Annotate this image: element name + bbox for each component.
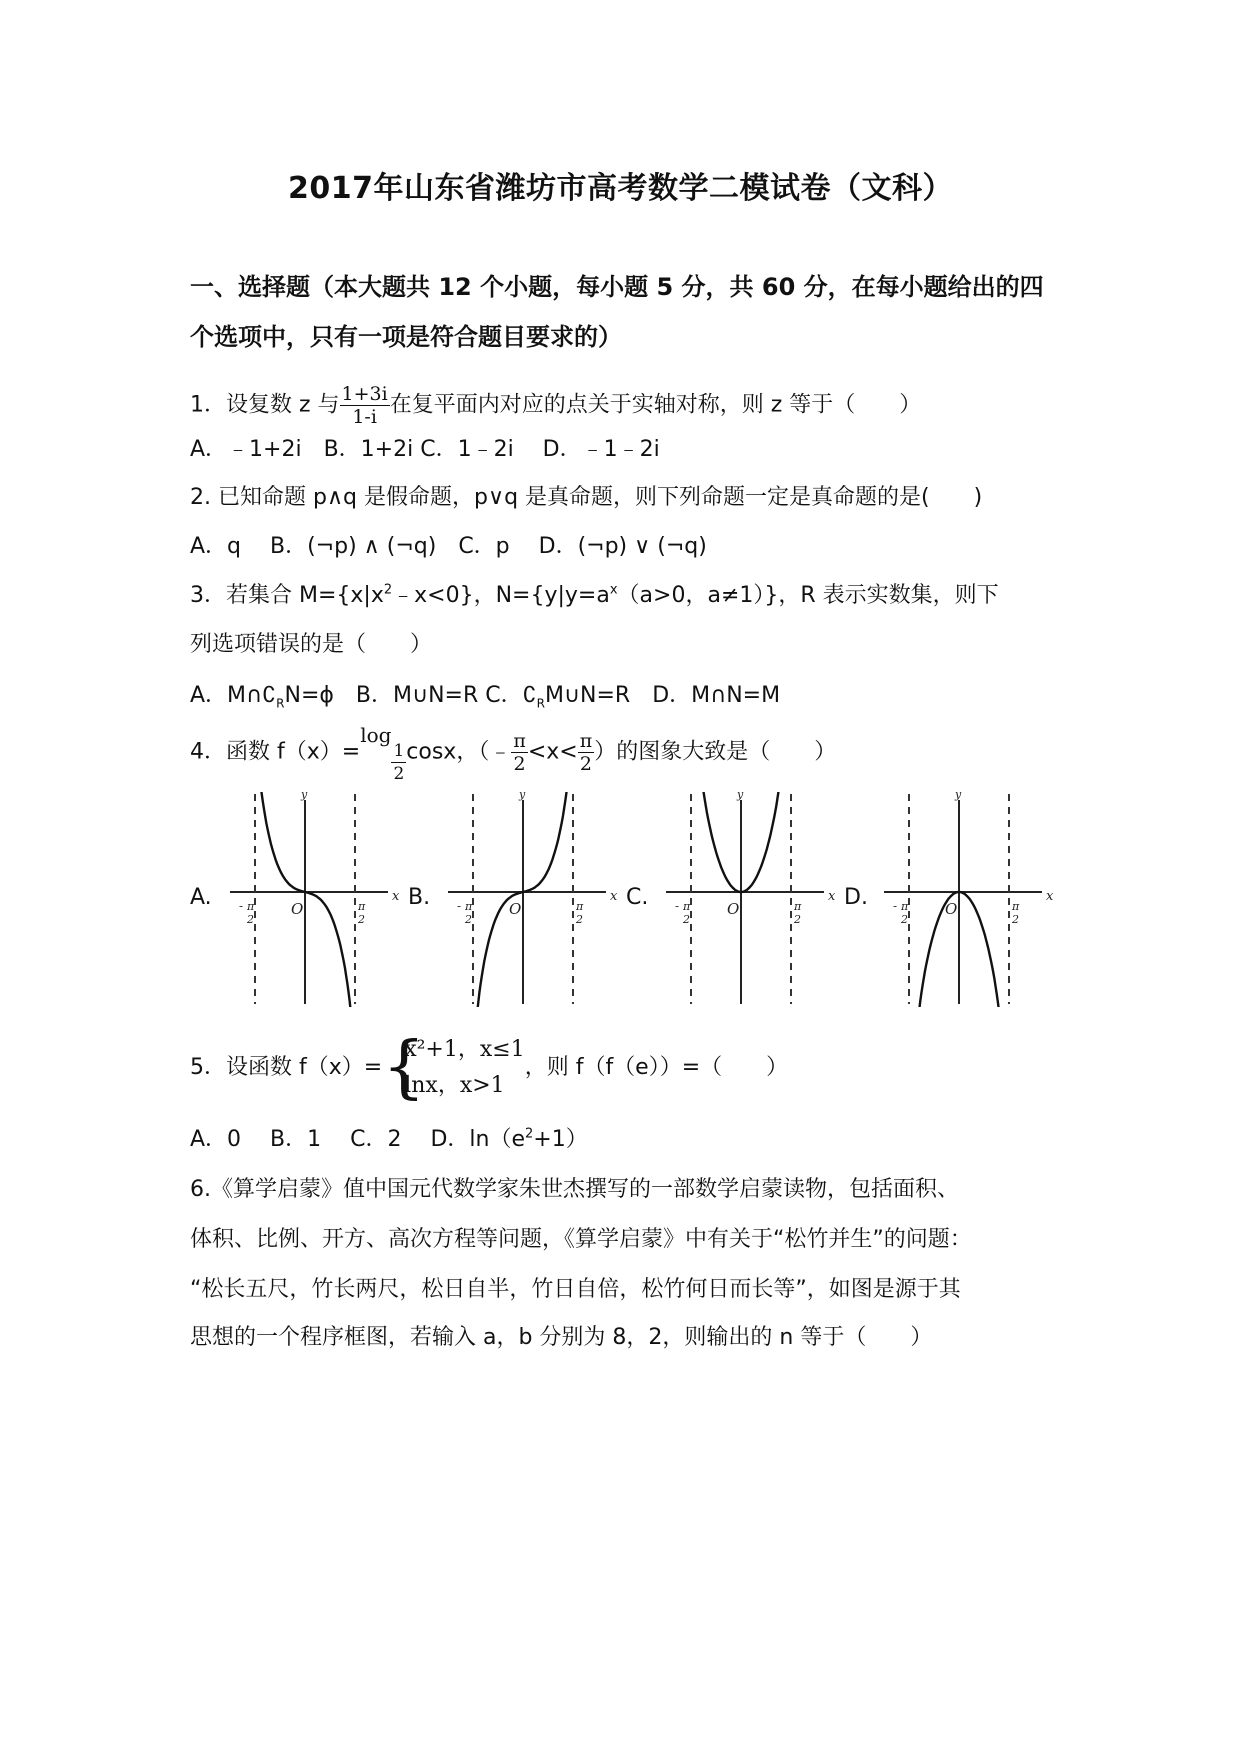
q3-stem-line2: 列选项错误的是（ ） (190, 632, 433, 657)
q4-mid: <x< (527, 739, 578, 765)
q5-piecewise (382, 1028, 525, 1107)
q4-base-num: 1 (393, 741, 405, 761)
q4-pi-2: π (579, 730, 593, 752)
origin-label: O (727, 900, 740, 918)
q4-two-2: 2 (579, 753, 593, 775)
q4-pre: 4．函数 f（x）= (190, 739, 361, 765)
q3-opt-a: A．M∩∁ (190, 683, 277, 708)
q4-log: log (360, 723, 392, 747)
q5-options-a: A．0 B．1 C．2 D．ln（e (190, 1127, 526, 1152)
q6-line3: “松长五尺，竹长两尺，松日自半，竹日自倍，松竹何日而长等”，如图是源于其 (190, 1277, 961, 1302)
question-1 (190, 383, 921, 428)
question-5 (190, 1028, 788, 1108)
tick-neg-pi: π (247, 900, 255, 913)
q4-pos-pi-half (578, 730, 595, 775)
question-3 (190, 581, 999, 611)
question-2: 2. 已知命题 p∧q 是假命题，p∨q 是真命题，则下列命题一定是真命题的是( ) (190, 485, 983, 510)
tick-neg-minus: - (239, 899, 244, 913)
q1-frac-num: 1+3i (341, 383, 388, 405)
tick-pos-two: 2 (1012, 913, 1019, 926)
q2-options: A．q B．(¬p) ∧ (¬q) C．p D．(¬p) ∨ (¬q) (190, 534, 707, 559)
q1-frac-den: 1-i (352, 406, 377, 428)
q5-case2: lnx，x>1 (404, 1073, 505, 1098)
q5-options-sup: 2 (525, 1126, 534, 1142)
origin-label: O (509, 900, 522, 918)
origin-label: O (291, 900, 304, 918)
q1-pre: 1．设复数 z 与 (190, 392, 340, 418)
tick-pos-pi: π (1012, 900, 1020, 913)
q4-option-label: C. (626, 885, 649, 910)
tick-neg-two: 2 (247, 913, 254, 926)
q4-option-label: D. (844, 885, 868, 910)
y-axis-label: y (519, 792, 526, 801)
y-axis-label: y (955, 792, 962, 801)
q3-stem-b: ﹣x<0}，N={y|y=a (392, 583, 610, 608)
q4-post: ）的图象大致是（ ） (594, 739, 837, 765)
q3-sup-2: 2 (383, 582, 393, 598)
tick-neg-pi: π (683, 900, 691, 913)
tick-pos-two: 2 (358, 913, 365, 926)
q3-sup-x: x (609, 582, 618, 598)
question-4 (190, 723, 837, 786)
y-axis-label: y (301, 792, 308, 801)
tick-pos-pi: π (794, 900, 802, 913)
q4-log-base (391, 740, 406, 785)
q1-options: A．﹣1+2i B．1+2i C．1﹣2i D．﹣1﹣2i (190, 437, 660, 462)
origin-label: O (945, 900, 958, 918)
y-axis-label: y (737, 792, 744, 801)
tick-neg-minus: - (893, 899, 898, 913)
q4-two-1: 2 (513, 753, 526, 775)
q3-opt-c-sub: R (536, 696, 545, 711)
q4-option-label: A. (190, 885, 212, 910)
x-axis-label: x (392, 889, 400, 904)
q5-brace: { (382, 1028, 426, 1107)
q5-pre: 5．设函数 f（x）= (190, 1055, 383, 1080)
tick-neg-two: 2 (683, 913, 690, 926)
q1-fraction (340, 383, 390, 428)
x-axis-label: x (610, 889, 618, 904)
q4-graph-svg (884, 792, 1094, 1007)
q6-line4: 思想的一个程序框图，若输入 a，b 分别为 8，2，则输出的 n 等于（ ） (190, 1325, 933, 1350)
page-title: 2017年山东省潍坊市高考数学二模试卷（文科） (288, 171, 953, 206)
tick-neg-minus: - (457, 899, 462, 913)
tick-pos-pi: π (576, 900, 584, 913)
section-heading-line1: 一、选择题（本大题共 12 个小题，每小题 5 分，共 60 分，在每小题给出的四 (190, 273, 1044, 301)
q3-stem-a: 3．若集合 M={x|x (190, 583, 384, 608)
q3-stem-c: （a>0，a≠1）}，R 表示实数集，则下 (617, 583, 999, 608)
q5-case1: x²+1，x≤1 (404, 1037, 525, 1062)
x-axis-label: x (828, 889, 836, 904)
q4-cos: cosx，（﹣ (406, 739, 512, 765)
section-heading-line2: 个选项中，只有一项是符合题目要求的） (190, 323, 622, 351)
tick-pos-two: 2 (794, 913, 801, 926)
tick-neg-pi: π (465, 900, 473, 913)
q4-neg-pi-half (511, 730, 528, 775)
tick-neg-two: 2 (901, 913, 908, 926)
q6-line1: 6.《算学启蒙》值中国元代数学家朱世杰撰写的一部数学启蒙读物，包括面积、 (190, 1177, 959, 1202)
q5-options-b: +1） (533, 1127, 588, 1152)
tick-pos-two: 2 (576, 913, 583, 926)
q3-opt-c-end: M∪N=R D．M∩N=M (544, 683, 781, 708)
tick-neg-minus: - (675, 899, 680, 913)
q3-opt-a-end: N=ϕ B．M∪N=R C．∁ (284, 683, 537, 708)
tick-neg-pi: π (901, 900, 909, 913)
q5-options (190, 1125, 588, 1155)
q6-line2: 体积、比例、开方、高次方程等问题，《算学启蒙》中有关于“松竹并生”的问题： (190, 1227, 972, 1252)
q5-post: ，则 f（f（e））=（ ） (524, 1055, 789, 1080)
q4-option-graph (884, 792, 1094, 1007)
q1-post: 在复平面内对应的点关于实轴对称，则 z 等于（ ） (389, 392, 922, 418)
q3-options (190, 681, 780, 711)
x-axis-label: x (1046, 889, 1054, 904)
q3-opt-a-sub: R (276, 696, 285, 711)
tick-pos-pi: π (358, 900, 366, 913)
q4-base-den: 2 (393, 764, 405, 784)
q4-pi-1: π (513, 730, 526, 752)
q4-option-label: B. (408, 885, 431, 910)
tick-neg-two: 2 (465, 913, 472, 926)
